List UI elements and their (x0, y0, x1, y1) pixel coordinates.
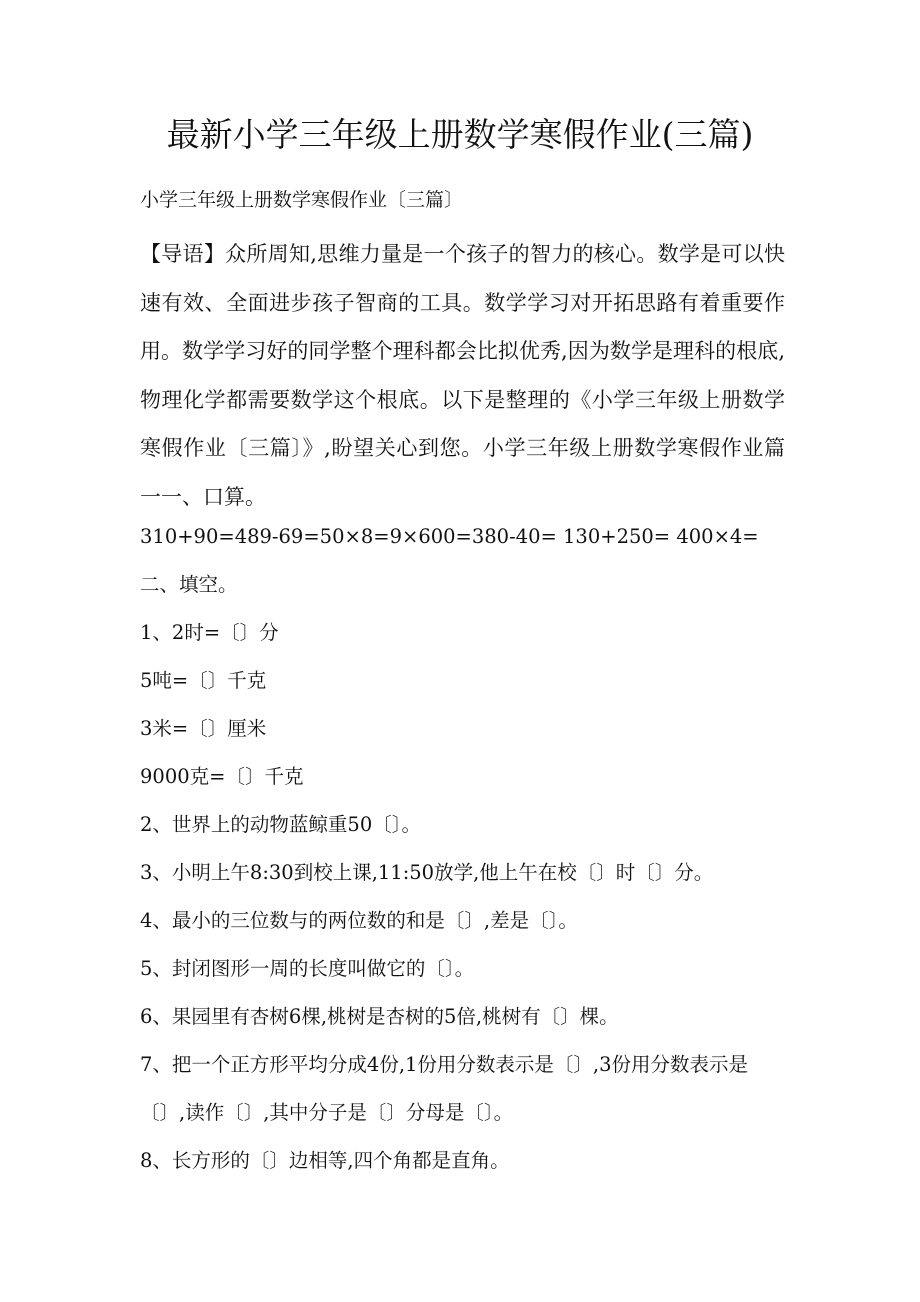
section-fill-heading: 二、填空。 (140, 573, 238, 596)
question-1-b: 5吨=〔〕千克 (140, 669, 267, 692)
question-1-d: 9000克=〔〕千克 (140, 765, 304, 788)
question-3: 3、小明上午8:30到校上课,11:50放学,他上午在校〔〕时〔〕分。 (140, 861, 714, 884)
question-1: 1、2时=〔〕分 (140, 621, 279, 644)
intro-paragraph: 【导语】众所周知,思维力量是一个孩子的智力的核心。数学是可以快速有效、全面进步孩子智商的工具。数学学习对开拓思路有着重要作用。数学学习好的同学整个理科都会比拟优秀,因为数学是理科的根底,物理化学都需要数学这个根底。以下是整理的《小学三年级上册数学寒假作业〔三篇〕》,盼望关心到您。小学三年级上册数学寒假作业篇一一、口算。 (140, 242, 785, 509)
question-1-c: 3米=〔〕厘米 (140, 717, 267, 740)
document-title: 最新小学三年级上册数学寒假作业(三篇) (166, 115, 754, 154)
document-subtitle: 小学三年级上册数学寒假作业〔三篇〕 (140, 189, 464, 211)
question-4: 4、最小的三位数与的两位数的和是〔〕,差是〔〕。 (140, 909, 578, 932)
question-5: 5、封闭图形一周的长度叫做它的〔〕。 (140, 957, 475, 980)
question-8: 8、长方形的〔〕边相等,四个角都是直角。 (140, 1149, 510, 1172)
question-2: 2、世界上的动物蓝鲸重50〔〕。 (140, 813, 421, 836)
oral-arithmetic-line: 310+90=489-69=50×8=9×600=380-40= 130+250= 400×4= (140, 525, 759, 548)
question-6: 6、果园里有杏树6棵,桃树是杏树的5倍,桃树有〔〕棵。 (140, 1005, 619, 1028)
question-7: 7、把一个正方形平均分成4份,1份用分数表示是〔〕,3份用分数表示是〔〕,读作〔〕,其中分子是〔〕分母是〔〕。 (140, 1053, 749, 1124)
